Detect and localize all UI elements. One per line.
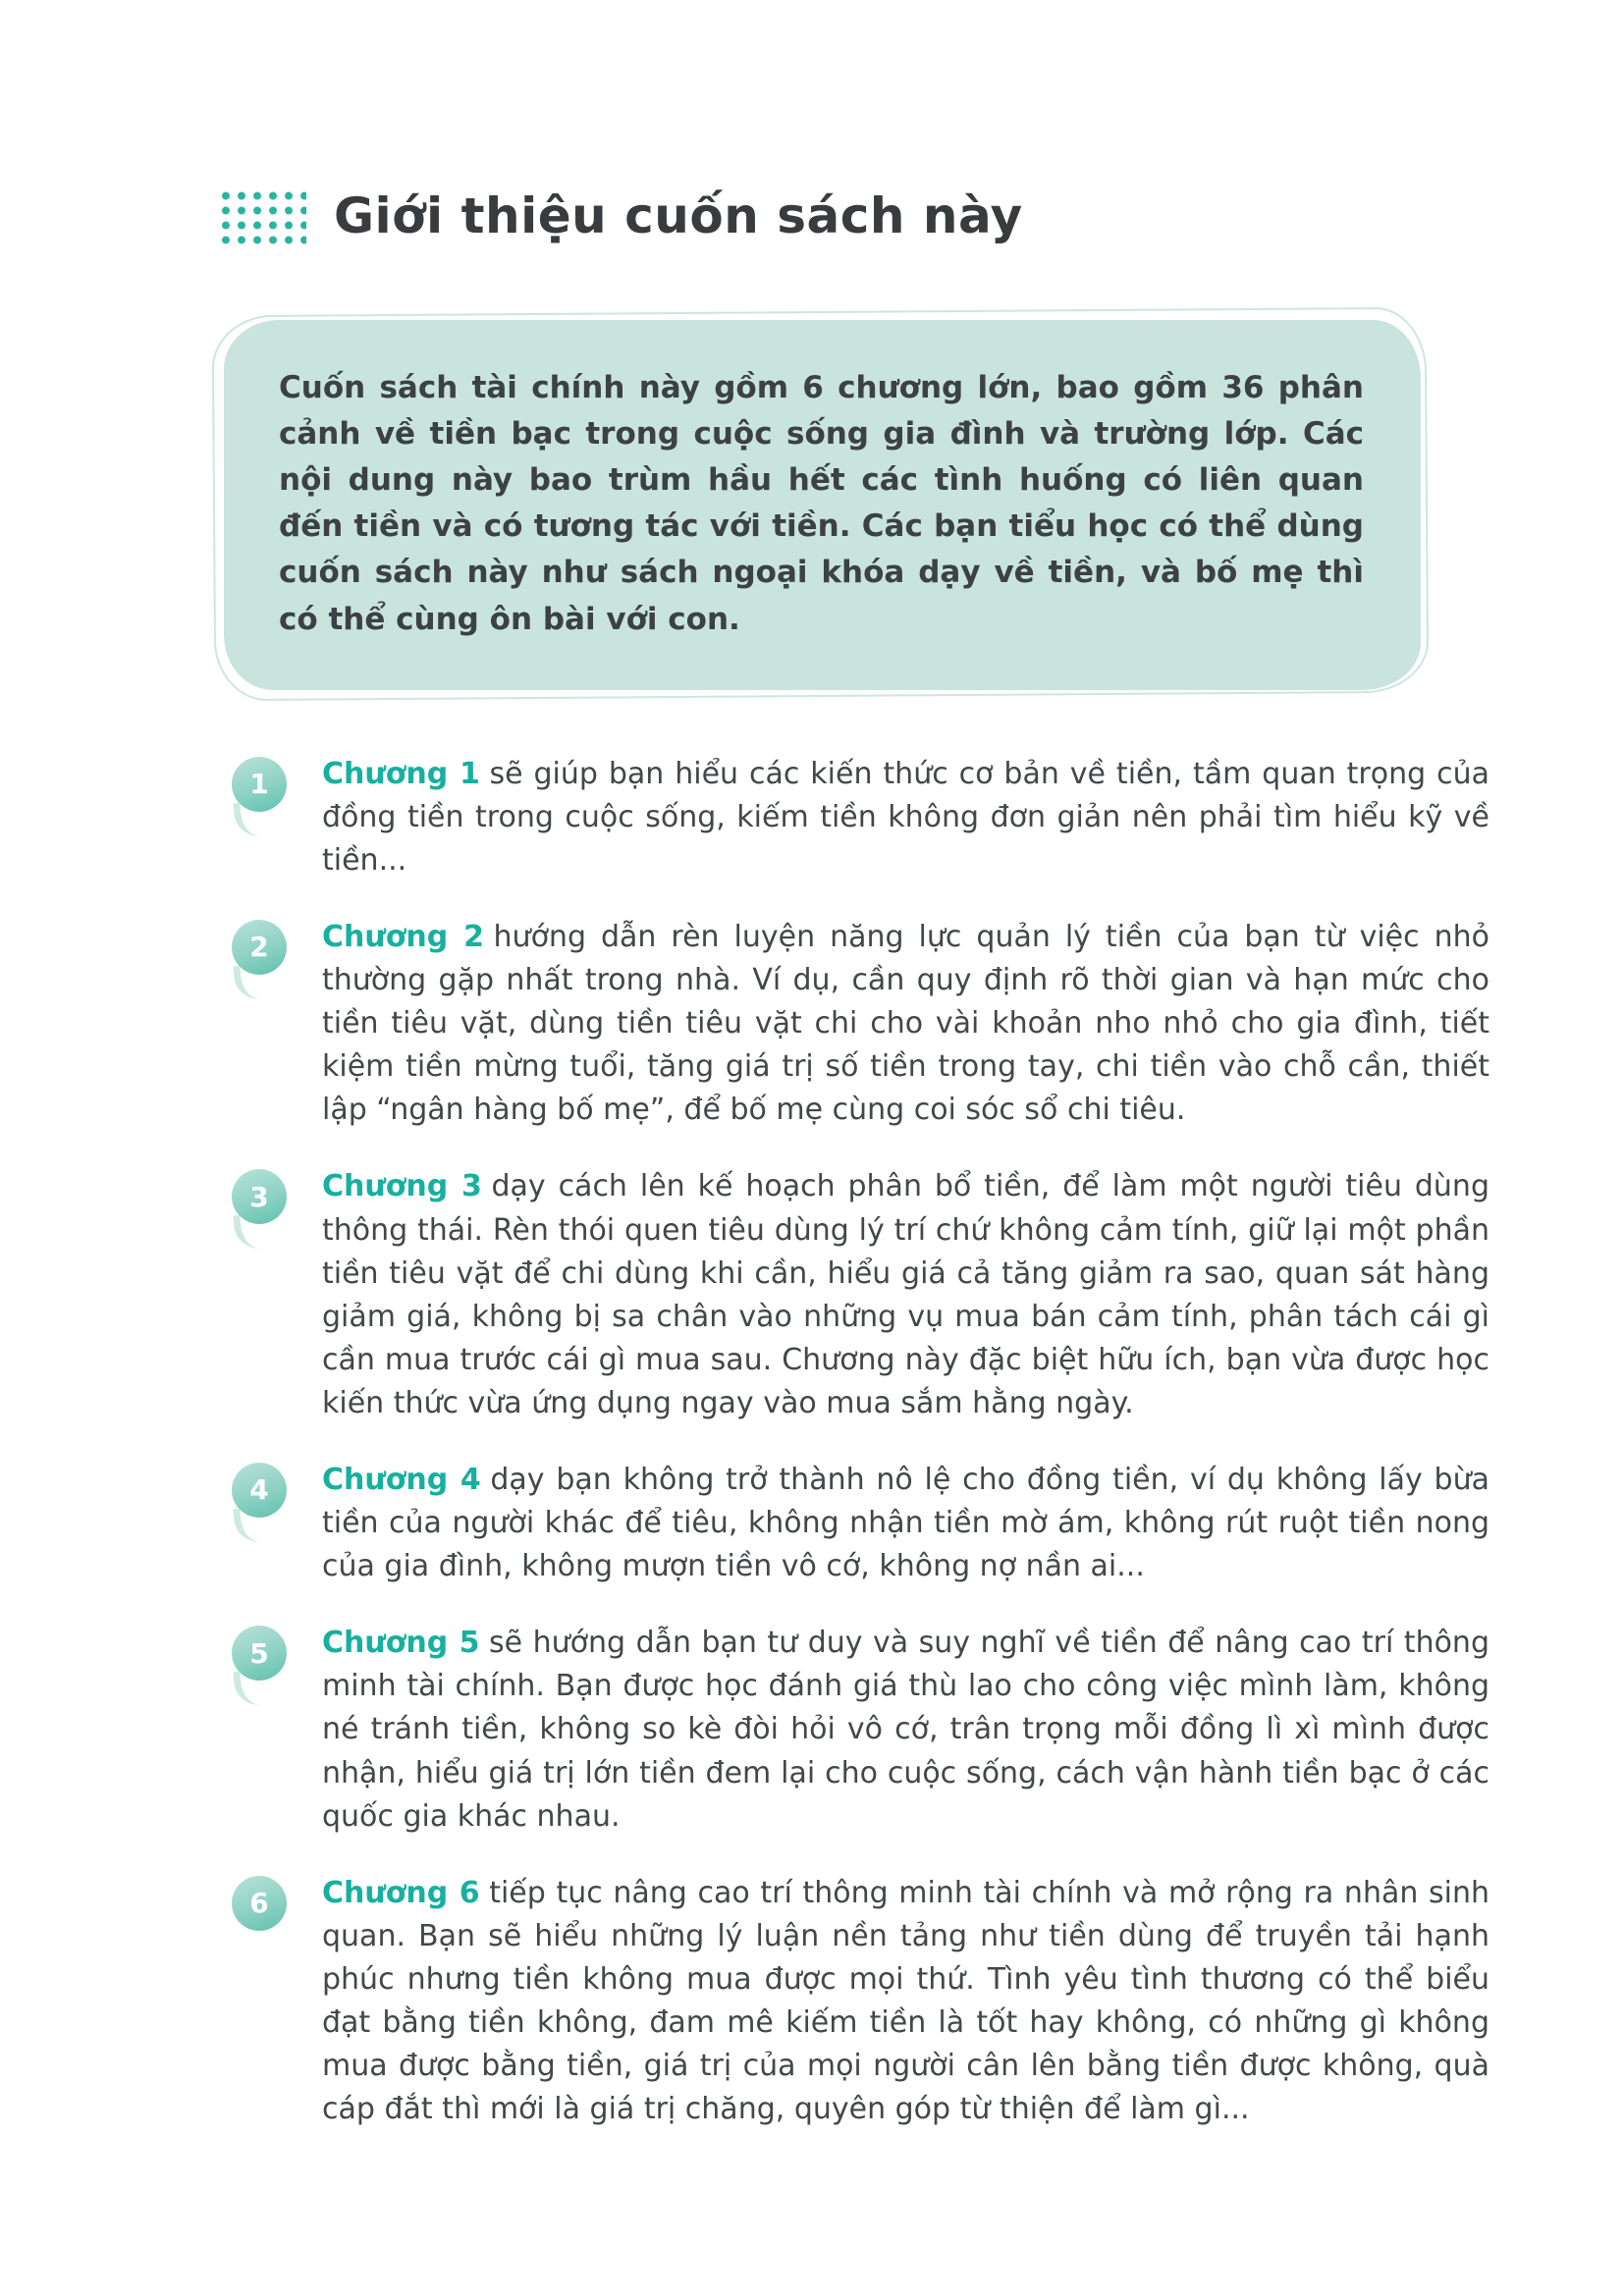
chapter-label: Chương 5 xyxy=(322,1626,480,1661)
chapter-paragraph xyxy=(322,753,1489,882)
chapter-number-badge xyxy=(232,1626,287,1681)
page-title: Giới thiệu cuốn sách này xyxy=(334,187,1023,244)
chapter-item-4 xyxy=(216,1459,1489,1588)
chapter-badge-column xyxy=(216,1622,322,1838)
chapter-paragraph xyxy=(322,1622,1489,1838)
chapter-badge-column xyxy=(216,1872,322,2132)
chapter-number: 5 xyxy=(249,1636,269,1670)
chapter-number-badge xyxy=(232,1463,287,1518)
chapter-number-badge xyxy=(232,1876,287,1931)
title-row xyxy=(216,187,1489,245)
chapter-number-badge xyxy=(232,920,287,975)
chapter-paragraph xyxy=(322,1165,1489,1425)
chapter-body: hướng dẫn rèn luyện năng lực quản lý tiền của bạn từ việc nhỏ thường gặp nhất trong nhà. Ví dụ, cần quy định rõ thời gian và hạn mức cho tiền tiêu vặt, dùng tiền tiêu vặt chi cho vài khoản nho nhỏ cho gia đình, tiết kiệm tiền mừng tuổi, tăng giá trị số tiền trong tay, chi tiền vào chỗ cần, thiết lập “ngân hàng bố mẹ”, để bố mẹ cùng coi sóc sổ chi tiêu. xyxy=(322,919,1489,1128)
chapter-paragraph xyxy=(322,1872,1489,2132)
chapter-number: 3 xyxy=(249,1180,269,1213)
chapter-badge-column xyxy=(216,916,322,1132)
chapter-paragraph xyxy=(322,1459,1489,1588)
chapter-label: Chương 4 xyxy=(322,1462,481,1497)
chapter-item-3 xyxy=(216,1165,1489,1425)
chapter-item-1 xyxy=(216,753,1489,882)
intro-paragraph: Cuốn sách tài chính này gồm 6 chương lớn, bao gồm 36 phân cảnh về tiền bạc trong cuộc sống gia đình và trường lớp. Các nội dung này bao trùm hầu hết các tình huống có liên quan đến tiền và có tương tác với tiền. Các bạn tiểu học có thể dùng cuốn sách này như sách ngoại khóa dạy về tiền, và bố mẹ thì có thể cùng ôn bài với con. xyxy=(279,370,1364,637)
chapter-number: 2 xyxy=(249,931,269,964)
chapter-label: Chương 2 xyxy=(322,919,484,954)
chapter-item-2 xyxy=(216,916,1489,1132)
dot-grid-icon xyxy=(216,187,306,245)
chapter-badge-column xyxy=(216,1459,322,1588)
chapter-body: dạy bạn không trở thành nô lệ cho đồng tiền, ví dụ không lấy bừa tiền của người khác để tiêu, không nhận tiền mờ ám, không rút ruột tiền nong của gia đình, không mượn tiền vô cớ, không nợ nần ai... xyxy=(322,1462,1489,1584)
intro-box xyxy=(224,320,1421,690)
chapter-badge-column xyxy=(216,1165,322,1425)
chapter-label: Chương 6 xyxy=(322,1875,480,1910)
chapter-paragraph xyxy=(322,916,1489,1132)
chapter-badge-column xyxy=(216,753,322,882)
chapter-body: tiếp tục nâng cao trí thông minh tài chính và mở rộng ra nhân sinh quan. Bạn sẽ hiểu những lý luận nền tảng như tiền dùng để truyền tải hạnh phúc nhưng tiền không mua được mọi thứ. Tình yêu tình thương có thể biểu đạt bằng tiền không, đam mê kiếm tiền là tốt hay không, có những gì không mua được bằng tiền, giá trị của mọi người cân lên bằng tiền được không, quà cáp đắt thì mới là giá trị chăng, quyên góp từ thiện để làm gì... xyxy=(322,1875,1489,2127)
chapter-label: Chương 1 xyxy=(322,756,480,791)
chapter-number: 1 xyxy=(249,768,269,801)
chapter-body: sẽ giúp bạn hiểu các kiến thức cơ bản về tiền, tầm quan trọng của đồng tiền trong cuộc sống, kiếm tiền không đơn giản nên phải tìm hiểu kỹ về tiền... xyxy=(322,756,1489,878)
chapter-number: 4 xyxy=(249,1473,269,1507)
chapter-body: sẽ hướng dẫn bạn tư duy và suy nghĩ về tiền để nâng cao trí thông minh tài chính. Bạn được học đánh giá thù lao cho công việc mình làm, không né tránh tiền, không so kè đòi hỏi vô cớ, trân trọng mỗi đồng lì xì mình được nhận, hiểu giá trị lớn tiền đem lại cho cuộc sống, cách vận hành tiền bạc ở các quốc gia khác nhau. xyxy=(322,1626,1489,1834)
chapter-item-5 xyxy=(216,1622,1489,1838)
chapter-label: Chương 3 xyxy=(322,1169,482,1204)
chapter-number-badge xyxy=(232,1169,287,1224)
chapter-body: dạy cách lên kế hoạch phân bổ tiền, để làm một người tiêu dùng thông thái. Rèn thói quen tiêu dùng lý trí chứ không cảm tính, giữ lại một phần tiền tiêu vặt để chi dùng khi cần, hiểu giá cả tăng giảm ra sao, quan sát hàng giảm giá, không bị sa chân vào những vụ mua bán cảm tính, phân tách cái gì cần mua trước cái gì mua sau. Chương này đặc biệt hữu ích, bạn vừa được học kiến thức vừa ứng dụng ngay vào mua sắm hằng ngày. xyxy=(322,1169,1489,1420)
chapter-item-6 xyxy=(216,1872,1489,2132)
chapter-number: 6 xyxy=(249,1887,269,1920)
chapter-number-badge xyxy=(232,757,287,812)
